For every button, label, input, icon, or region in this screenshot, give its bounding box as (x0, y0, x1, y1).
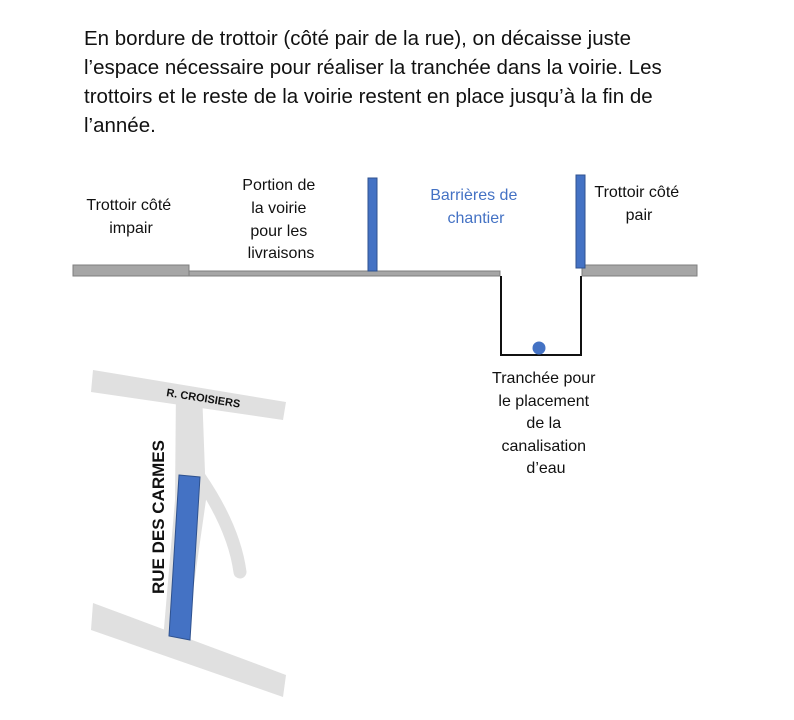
intro-line-3: trottoirs et le reste de la voirie restent en place jusqu’à la fin de (84, 85, 653, 108)
odd-sidewalk-slab (73, 265, 189, 276)
intro-line-1: En bordure de trottoir (côté pair de la rue), on décaisse juste (84, 27, 631, 50)
work-zone (169, 475, 200, 640)
even-sidewalk-label: Trottoir côté pair (594, 184, 680, 224)
trench-label: Tranchée pour le placement de la canalisation d’eau (492, 370, 596, 477)
side-street (200, 478, 240, 572)
even-sidewalk-slab (582, 265, 697, 276)
site-barrier-left (368, 178, 377, 271)
intro-line-2: l’espace nécessaire pour réaliser la tranchée dans la voirie. Les (84, 56, 662, 79)
croisiers-street-label: R. CROISIERS (165, 387, 242, 411)
water-pipe (533, 342, 546, 355)
barriers-label: Barrières de chantier (430, 187, 518, 227)
site-barrier-right (576, 175, 585, 268)
delivery-lane-label: Portion de la voirie pour les livraisons (242, 177, 316, 262)
carmes-street-label: RUE DES CARMES (149, 440, 168, 594)
odd-sidewalk-label: Trottoir côté impair (86, 197, 172, 237)
road-surface (189, 271, 500, 276)
location-map (91, 370, 286, 697)
intro-line-4: l’année. (84, 114, 156, 137)
